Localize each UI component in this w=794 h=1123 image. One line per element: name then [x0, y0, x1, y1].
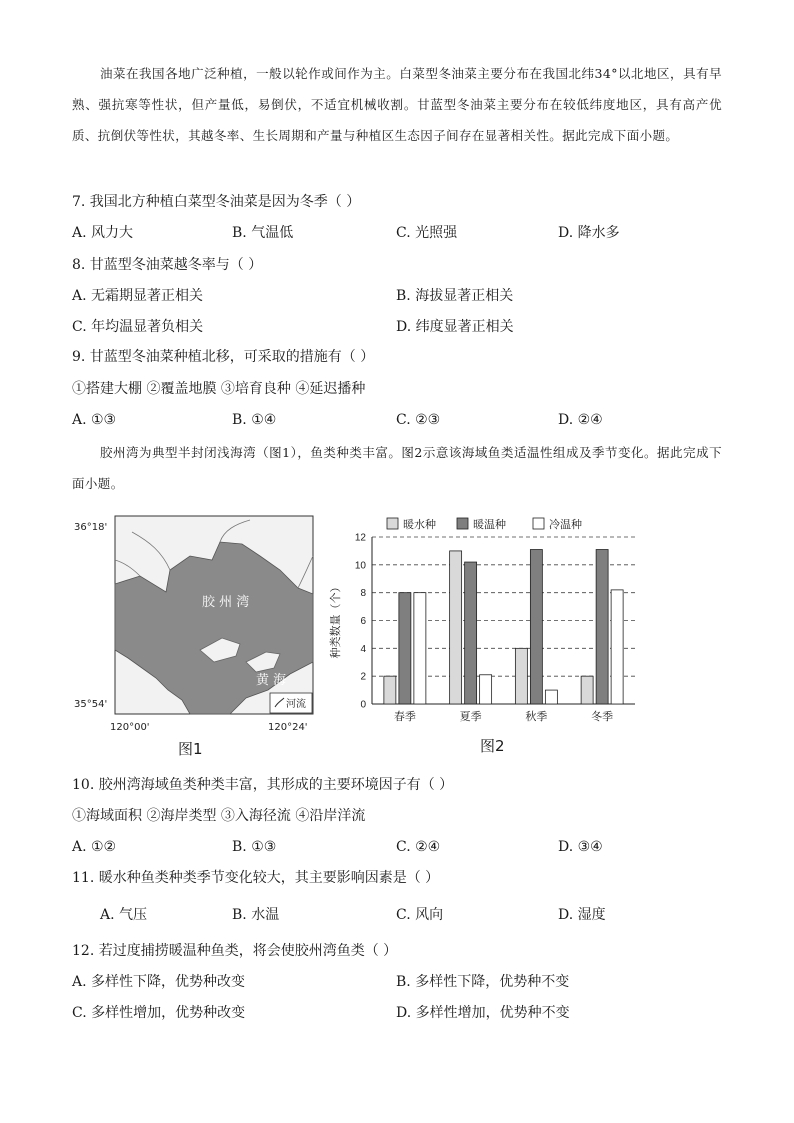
bar-3-1: [414, 593, 426, 704]
legend-swatch: [457, 518, 468, 529]
q9-option-c[interactable]: C. ②③: [396, 412, 441, 428]
question-10-stem: 10. 胶州湾海域鱼类种类丰富，其形成的主要环境因子有（ ）: [72, 777, 454, 793]
bar-2-3: [530, 550, 542, 704]
q7-option-d[interactable]: D. 降水多: [558, 225, 620, 241]
q12-option-d[interactable]: D. 多样性增加，优势种不变: [396, 1005, 570, 1021]
q7-option-c[interactable]: C. 光照强: [396, 225, 458, 241]
bay-label: 胶 州 湾: [202, 595, 250, 610]
q10-option-b[interactable]: B. ①③: [232, 839, 277, 855]
bar-2-1: [399, 593, 411, 704]
y-tick-label: 0: [360, 699, 366, 711]
figure-1-caption: 图1: [178, 740, 203, 758]
bar-1-1: [384, 676, 396, 704]
q10-option-d[interactable]: D. ③④: [558, 839, 603, 855]
x-tick-label: 冬季: [591, 711, 614, 723]
q11-option-b[interactable]: B. 水温: [232, 907, 280, 923]
question-11-stem: 11. 暖水种鱼类种类季节变化较大，其主要影响因素是（ ）: [72, 870, 440, 886]
q8-option-d[interactable]: D. 纬度显著正相关: [396, 319, 514, 335]
y-tick-label: 8: [360, 588, 366, 600]
map-legend-label: 河流: [286, 699, 306, 710]
intro-rapeseed: 油菜在我国各地广泛种植，一般以轮作或间作为主。白菜型冬油菜主要分布在我国北纬34°以北地区，具有早熟、强抗寒等性状，但产量低，易倒伏，不适宜机械收割。甘蓝型冬油菜主要分布在较低纬度地区，具有高产优质、抗倒伏等性状，其越冬率、生长周期和产量与种植区生态因子间存在显著相关性。据此完成下面小题。: [72, 66, 722, 143]
lat-bottom-label: 35°54': [74, 699, 108, 710]
q9-option-d[interactable]: D. ②④: [558, 412, 603, 428]
y-tick-label: 4: [360, 643, 366, 655]
bar-1-3: [515, 648, 527, 704]
q7-option-a[interactable]: A. 风力大: [72, 225, 134, 241]
sea-label: 黄 海: [256, 673, 287, 688]
question-8-stem: 8. 甘蓝型冬油菜越冬率与（ ）: [72, 257, 263, 273]
bar-2-2: [465, 562, 477, 704]
question-9-sub-items: ①搭建大棚 ②覆盖地膜 ③培育良种 ④延迟播种: [72, 381, 366, 397]
y-tick-label: 2: [360, 671, 366, 683]
bar-1-4: [581, 676, 593, 704]
question-10-sub-items: ①海域面积 ②海岸类型 ③入海径流 ④沿岸洋流: [72, 808, 366, 824]
x-tick-label: 秋季: [525, 711, 548, 723]
q10-option-a[interactable]: A. ①②: [72, 839, 117, 855]
legend-label: 暖水种: [403, 519, 436, 531]
question-7-stem: 7. 我国北方种植白菜型冬油菜是因为冬季（ ）: [72, 194, 361, 210]
q12-option-c[interactable]: C. 多样性增加，优势种改变: [72, 1005, 246, 1021]
legend-label: 暖温种: [473, 519, 506, 531]
y-axis-ticks: [355, 533, 367, 711]
chart-bars: [384, 550, 623, 704]
intro-jiaozhou-bay: 胶州湾为典型半封闭浅海湾（图1），鱼类种类丰富。图2示意该海域鱼类适温性组成及季节变化。据此完成下面小题。: [72, 445, 722, 491]
q8-option-a[interactable]: A. 无霜期显著正相关: [72, 288, 204, 304]
q9-option-a[interactable]: A. ①③: [72, 412, 117, 428]
question-9-stem: 9. 甘蓝型冬油菜种植北移，可采取的措施有（ ）: [72, 349, 375, 365]
y-tick-label: 12: [354, 532, 366, 544]
legend-swatch: [533, 518, 544, 529]
x-axis-ticks: [394, 709, 613, 723]
lon-left-label: 120°00': [110, 722, 150, 733]
bar-3-3: [545, 690, 557, 704]
q9-option-b[interactable]: B. ①④: [232, 412, 277, 428]
x-tick-label: 春季: [393, 711, 416, 723]
bar-2-4: [596, 550, 608, 704]
q11-option-d[interactable]: D. 湿度: [558, 907, 606, 923]
bar-1-2: [450, 551, 462, 704]
y-axis-label: 种类数量（个）: [330, 581, 342, 659]
q12-option-b[interactable]: B. 多样性下降，优势种不变: [396, 974, 570, 990]
figure-1-map: [70, 512, 320, 737]
question-12-stem: 12. 若过度捕捞暖温种鱼类，将会使胶州湾鱼类（ ）: [72, 943, 398, 959]
x-tick-label: 夏季: [459, 711, 482, 723]
legend-label: 冷温种: [549, 519, 582, 531]
chart-legend: [387, 517, 582, 531]
bar-3-4: [611, 590, 623, 704]
chart-gridlines: [372, 537, 635, 704]
q11-option-c[interactable]: C. 风向: [396, 907, 444, 923]
bar-3-2: [480, 675, 492, 704]
figure-2-caption: 图2: [480, 737, 505, 755]
q8-option-c[interactable]: C. 年均温显著负相关: [72, 319, 204, 335]
y-tick-label: 10: [354, 560, 366, 572]
lon-right-label: 120°24': [268, 722, 308, 733]
q12-option-a[interactable]: A. 多样性下降，优势种改变: [72, 974, 246, 990]
legend-swatch: [387, 518, 398, 529]
q7-option-b[interactable]: B. 气温低: [232, 225, 294, 241]
q11-option-a[interactable]: A. 气压: [100, 907, 148, 923]
lat-top-label: 36°18': [74, 522, 108, 533]
figure-2-chart: [325, 510, 655, 730]
y-tick-label: 6: [360, 616, 366, 627]
q10-option-c[interactable]: C. ②④: [396, 839, 441, 855]
q8-option-b[interactable]: B. 海拔显著正相关: [396, 288, 514, 304]
